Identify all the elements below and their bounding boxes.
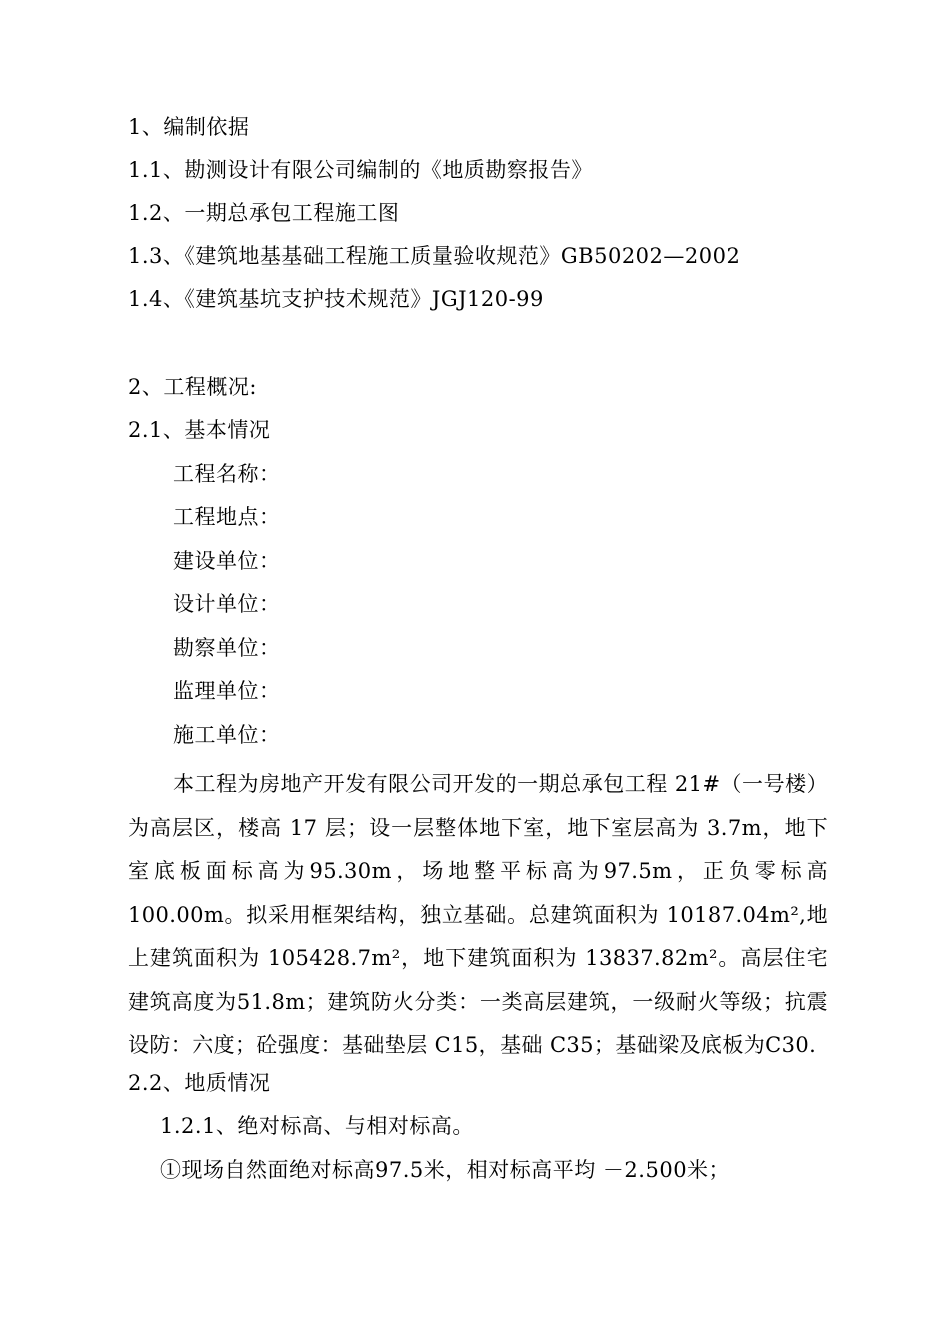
section-2-heading: 2、工程概况:: [128, 375, 257, 399]
field-owner: 建设单位：: [173, 549, 281, 573]
section-2-1-heading: 2.1、基本情况: [128, 418, 271, 442]
project-overview-text: 本工程为房地产开发有限公司开发的一期总承包工程 21#（一号楼）为高层区，楼高 17 层；设一层整体地下室，地下室层高为 3.7m，地下室底板面标高为95.30m，场地整平标高为97.5m，正负零标高 100.00m。拟采用框架结构，独立基础。总建筑面积为 10187.04m²,地上建筑面积为 105428.7m²，地下建筑面积为 13837.82m²。高层住宅建筑高度为51.8m；建筑防火分类：一类高层建筑，一级耐火等级；抗震设防：六度；砼强度：基础垫层 C15，基础 C35；基础梁及底板为C30.: [128, 772, 828, 1057]
section-2-2-heading: 2.2、地质情况: [128, 1071, 271, 1095]
field-project-location: 工程地点：: [173, 505, 281, 529]
section-1-item-4: 1.4、《建筑基坑支护技术规范》JGJ120-99: [128, 287, 544, 311]
field-surveyor: 勘察单位：: [173, 636, 281, 660]
field-project-name: 工程名称：: [173, 462, 281, 486]
field-supervisor: 监理单位：: [173, 679, 281, 703]
section-1-item-1: 1.1、勘测设计有限公司编制的《地质勘察报告》: [128, 158, 593, 182]
field-contractor: 施工单位：: [173, 723, 281, 747]
elevation-item-1: ①现场自然面绝对标高97.5米，相对标高平均 －2.500米；: [160, 1158, 731, 1182]
section-1-item-2: 1.2、一期总承包工程施工图: [128, 201, 400, 225]
section-1-heading: 1、编制依据: [128, 115, 250, 139]
section-1-item-3: 1.3、《建筑地基基础工程施工质量验收规范》GB50202—2002: [128, 244, 741, 268]
field-designer: 设计单位：: [173, 592, 281, 616]
elevation-heading: 1.2.1、绝对标高、与相对标高。: [160, 1114, 474, 1138]
project-overview-paragraph: [128, 763, 828, 1068]
